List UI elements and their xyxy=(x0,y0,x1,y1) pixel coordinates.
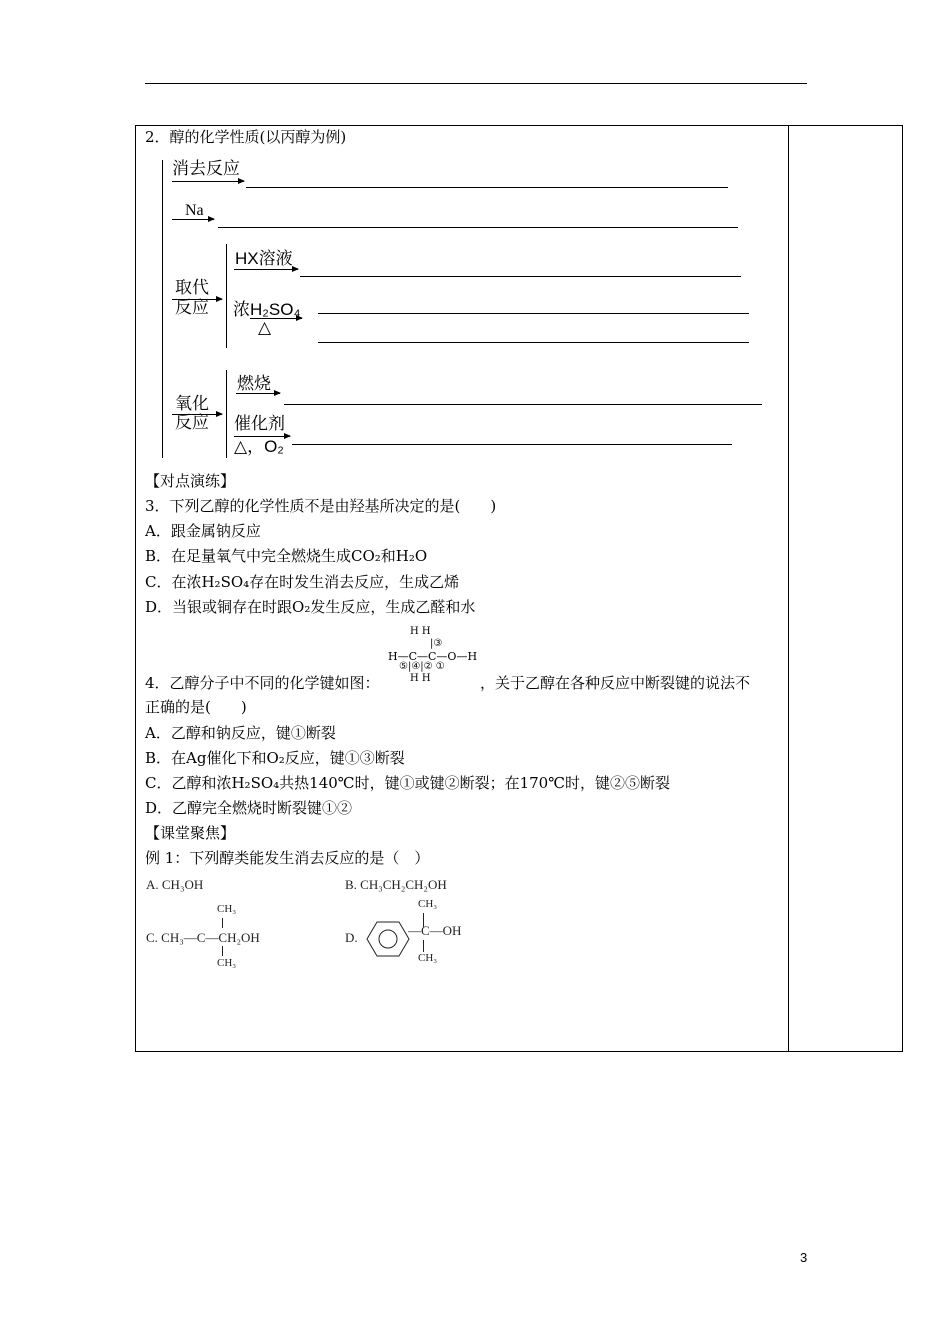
elimination-label: 消去反应 xyxy=(172,159,240,178)
oxidation-label-1: 氧化 xyxy=(175,394,209,413)
example-1-stem: 例 1：下列醇类能发生消去反应的是（ ） xyxy=(145,849,430,867)
q4-stem-start: 4．乙醇分子中不同的化学键如图： xyxy=(145,674,380,692)
heat-symbol: △ xyxy=(258,318,272,337)
ethanol-bond-3: |③ xyxy=(430,638,443,649)
q3-stem: 3．下列乙醇的化学性质不是由羟基所决定的是( ) xyxy=(145,497,497,515)
q4-stem-end: ，关于乙醇在各种反应中断裂键的说法不 xyxy=(480,674,751,692)
page-number: 3 xyxy=(800,1250,808,1265)
practice-header: 【对点演练】 xyxy=(145,472,236,490)
q3-option-a: A．跟金属钠反应 xyxy=(145,522,261,540)
option-d-main: —C—OH xyxy=(408,923,462,938)
q3-option-c: C．在浓H₂SO₄存在时发生消去反应，生成乙烯 xyxy=(145,573,460,591)
answer-line xyxy=(284,404,762,405)
answer-line xyxy=(218,227,738,228)
arrow-icon xyxy=(236,393,280,394)
q4-option-a: A．乙醇和钠反应，键①断裂 xyxy=(145,724,336,742)
answer-line xyxy=(318,342,749,343)
combustion-label: 燃烧 xyxy=(237,374,271,393)
q4-option-c: C．乙醇和浓H₂SO₄共热140℃时，键①或键②断裂；在170℃时，键②⑤断裂 xyxy=(145,774,670,792)
table-column-divider xyxy=(788,125,789,1051)
header-rule xyxy=(145,83,807,84)
q4-option-b: B．在Ag催化下和O₂反应，键①③断裂 xyxy=(145,749,405,767)
answer-line xyxy=(292,444,732,445)
q4-stem-line2: 正确的是( ) xyxy=(145,698,247,716)
catalyst-label: 催化剂 xyxy=(234,414,285,433)
example-option-b: B. CH₃CH₂CH₂OH xyxy=(345,877,447,892)
q4-option-d: D．乙醇完全燃烧时断裂键①② xyxy=(145,799,353,817)
ethanol-bond-labels: ⑤|④|② ① xyxy=(399,661,445,672)
option-d-top: CH₃ xyxy=(418,898,438,910)
reaction-bracket xyxy=(162,160,163,458)
oxidation-bracket xyxy=(226,370,227,458)
arrow-icon xyxy=(234,269,298,270)
benzene-ring-icon xyxy=(366,920,410,958)
catalyst-condition: △，O₂ xyxy=(234,437,284,456)
answer-line xyxy=(318,313,749,314)
option-d-label: D. xyxy=(345,930,358,945)
sodium-label: Na xyxy=(185,202,204,219)
answer-line xyxy=(246,187,728,188)
focus-header: 【课堂聚焦】 xyxy=(145,824,236,842)
substitution-bracket xyxy=(226,244,227,348)
oxidation-label-2: 反应 xyxy=(175,413,209,432)
hx-label: HX溶液 xyxy=(235,249,293,268)
q3-option-b: B．在足量氧气中完全燃烧生成CO₂和H₂O xyxy=(145,547,428,565)
option-c-bottom: CH₃ xyxy=(217,957,237,969)
q3-option-d: D．当银或铜存在时跟O₂发生反应，生成乙醛和水 xyxy=(145,598,476,616)
section-title: 2．醇的化学性质(以丙醇为例) xyxy=(145,128,347,146)
option-d-bottom: CH₃ xyxy=(418,952,438,964)
ethanol-main-chain: H—C—C—O—H xyxy=(388,650,478,663)
example-option-a: A. CH₃OH xyxy=(146,877,204,892)
option-c-top: CH₃ xyxy=(217,903,237,915)
option-c-main: C. CH₃—C—CH₂OH xyxy=(146,930,260,945)
conc-h2so4-label: 浓H₂SO₄ xyxy=(233,300,301,319)
substitution-label-1: 取代 xyxy=(175,278,209,297)
answer-line xyxy=(300,276,741,277)
ethanol-top-h: H H xyxy=(410,626,431,637)
bond-line xyxy=(222,946,223,956)
arrow-icon xyxy=(172,181,244,182)
arrow-icon xyxy=(172,219,214,220)
substitution-label-2: 反应 xyxy=(175,298,209,317)
ethanol-bottom-h: H H xyxy=(410,673,431,684)
bond-line xyxy=(222,918,223,928)
bond-line xyxy=(423,940,424,952)
